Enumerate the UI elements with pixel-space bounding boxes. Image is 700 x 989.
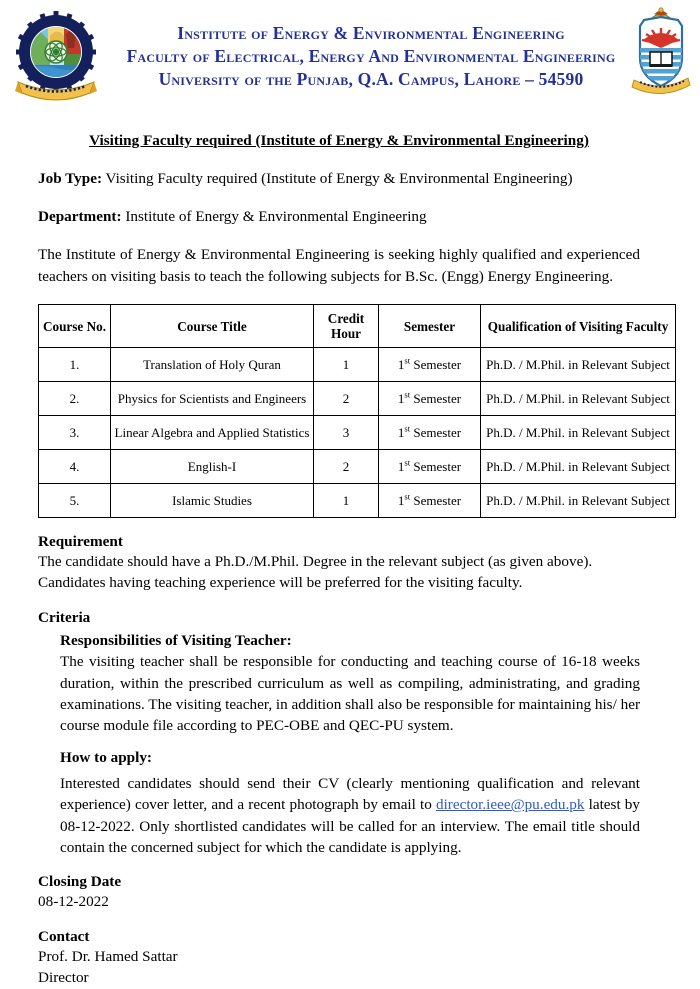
requirement-line-1: The candidate should have a Ph.D./M.Phil. Degree in the relevant subject (as given above). xyxy=(38,553,593,571)
table-row xyxy=(39,348,676,382)
department-label: Department: xyxy=(38,208,122,226)
cell-course-title: Linear Algebra and Applied Statistics xyxy=(111,416,314,450)
column-header-credit-hour: Credit Hour xyxy=(314,305,379,348)
how-to-apply-text-part1: Interested candidates should send their CV (clearly mentioning qualification and relevant experience) cover letter, and a recent photograph by email to xyxy=(60,774,640,814)
column-header-qualification: Qualification of Visiting Faculty xyxy=(481,305,676,348)
table-row xyxy=(39,484,676,518)
responsibilities-heading: Responsibilities of Visiting Teacher: xyxy=(60,631,292,649)
cell-course-no: 1. xyxy=(39,348,111,382)
cell-qualification: Ph.D. / M.Phil. in Relevant Subject xyxy=(481,416,676,450)
cell-semester: 1st Semester xyxy=(379,416,481,450)
page-title: Visiting Faculty required (Institute of Energy & Environmental Engineering) xyxy=(89,132,589,149)
cell-semester: 1st Semester xyxy=(379,348,481,382)
table-row xyxy=(39,450,676,484)
header-line-university: University of the Punjab, Q.A. Campus, Lahore – 54590 xyxy=(158,68,584,89)
contact-heading: Contact xyxy=(38,927,90,945)
cell-course-title: Physics for Scientists and Engineers xyxy=(111,382,314,416)
cell-semester: 1st Semester xyxy=(379,382,481,416)
cell-course-no: 2. xyxy=(39,382,111,416)
department-line xyxy=(38,207,640,226)
cell-course-no: 3. xyxy=(39,416,111,450)
cell-credit-hour: 3 xyxy=(314,416,379,450)
column-header-course-no: Course No. xyxy=(39,305,111,348)
header-line-faculty: Faculty of Electrical, Energy And Environmental Engineering xyxy=(126,45,616,66)
job-type-value: Visiting Faculty required (Institute of Energy & Environmental Engineering) xyxy=(105,170,573,188)
cell-credit-hour: 1 xyxy=(314,484,379,518)
director-email-link[interactable]: director.ieee@pu.edu.pk xyxy=(435,796,585,814)
department-value: Institute of Energy & Environmental Engineering xyxy=(125,208,427,226)
how-to-apply-heading: How to apply: xyxy=(60,749,152,767)
job-type-line xyxy=(38,169,640,188)
how-to-apply-text xyxy=(60,773,640,858)
cell-semester: 1st Semester xyxy=(379,484,481,518)
table-row xyxy=(39,382,676,416)
header-title-block xyxy=(100,22,642,90)
cell-credit-hour: 2 xyxy=(314,382,379,416)
responsibilities-text: The visiting teacher shall be responsible for conducting and teaching course of 16-18 weeks duration, within the prescribed curriculum as well as compiling, administrating, and grading examinations. The visiting teacher, in addition shall also be responsible for maintaining his/ her course module file according to PEC-OBE and QEC-PU system. xyxy=(60,653,640,735)
cell-qualification: Ph.D. / M.Phil. in Relevant Subject xyxy=(481,484,676,518)
cell-course-no: 4. xyxy=(39,450,111,484)
cell-qualification: Ph.D. / M.Phil. in Relevant Subject xyxy=(481,450,676,484)
page-header xyxy=(0,0,700,112)
closing-date-value: 08-12-2022 xyxy=(38,892,109,910)
how-to-apply-text-part2: latest by 08-12-2022. Only shortlisted candidates will be called for an interview. The email title should contain the concerned subject for which the candidate is applying. xyxy=(60,796,640,856)
intro-paragraph: The Institute of Energy & Environmental Engineering is seeking highly qualified and experienced teachers on visiting basis to teach the following subjects for B.Sc. (Engg) Energy Engineering. xyxy=(38,246,640,285)
cell-credit-hour: 2 xyxy=(314,450,379,484)
cell-course-title: Islamic Studies xyxy=(111,484,314,518)
cell-course-title: English-I xyxy=(111,450,314,484)
cell-qualification: Ph.D. / M.Phil. in Relevant Subject xyxy=(481,348,676,382)
document-body xyxy=(38,112,670,989)
cell-course-no: 5. xyxy=(39,484,111,518)
table-header-row xyxy=(39,305,676,348)
cell-qualification: Ph.D. / M.Phil. in Relevant Subject xyxy=(481,382,676,416)
cell-semester: 1st Semester xyxy=(379,450,481,484)
closing-date-heading: Closing Date xyxy=(38,873,122,891)
cell-course-title: Translation of Holy Quran xyxy=(111,348,314,382)
requirement-line-2: Candidates having teaching experience will be preferred for the visiting faculty. xyxy=(38,574,523,592)
university-crest-logo xyxy=(630,6,692,106)
courses-table xyxy=(38,304,676,518)
requirement-heading: Requirement xyxy=(38,533,123,551)
institute-emblem-logo xyxy=(10,8,102,104)
cell-credit-hour: 1 xyxy=(314,348,379,382)
table-row xyxy=(39,416,676,450)
contact-designation: Director xyxy=(38,968,89,986)
contact-name: Prof. Dr. Hamed Sattar xyxy=(38,947,178,965)
job-type-label: Job Type: xyxy=(38,170,102,188)
column-header-course-title: Course Title xyxy=(111,305,314,348)
criteria-heading: Criteria xyxy=(38,609,91,627)
courses-table-body xyxy=(39,348,676,518)
column-header-semester: Semester xyxy=(379,305,481,348)
header-line-institute: Institute of Energy & Environmental Engineering xyxy=(177,23,565,43)
